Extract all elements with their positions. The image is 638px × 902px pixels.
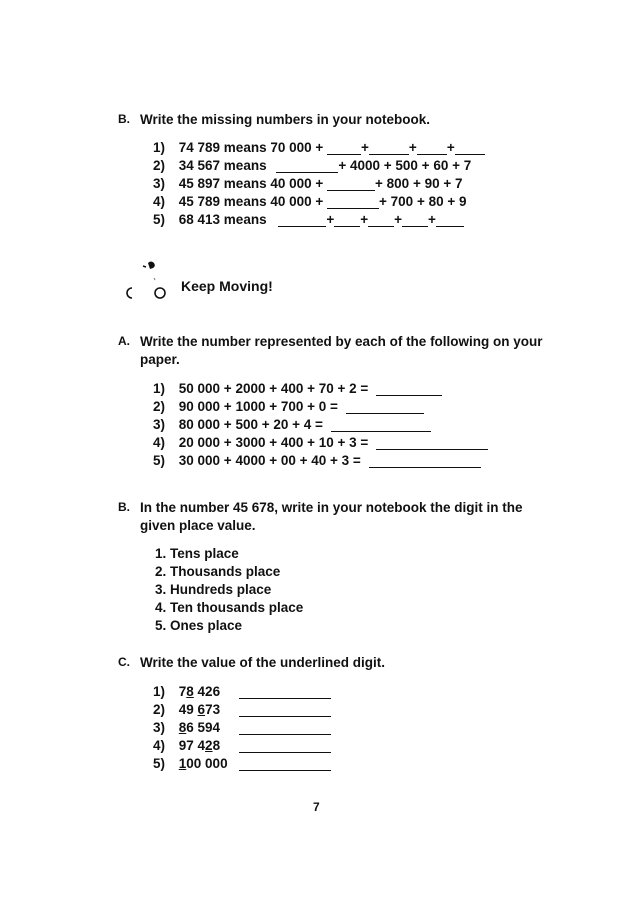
list-item: 1) 78 426: [153, 684, 331, 699]
answer-blank[interactable]: [327, 142, 361, 155]
keep-moving-title: Keep Moving!: [181, 278, 273, 294]
list-item: 4) 97 428: [153, 738, 331, 753]
answer-blank[interactable]: [369, 455, 481, 468]
list-item: 3) 86 594: [153, 720, 331, 735]
list-item: 3. Hundreds place: [155, 582, 272, 597]
list-item: 5. Ones place: [155, 618, 243, 633]
list-item: 4. Ten thousands place: [155, 600, 304, 615]
list-item: 2) 90 000 + 1000 + 700 + 0 =: [153, 399, 424, 414]
answer-blank[interactable]: [455, 142, 485, 155]
list-item: 1. Tens place: [155, 546, 239, 561]
answer-blank[interactable]: [331, 419, 431, 432]
answer-blank[interactable]: [436, 214, 464, 227]
answer-blank[interactable]: [327, 178, 375, 191]
section-title-cont: given place value.: [140, 518, 256, 533]
answer-blank[interactable]: [402, 214, 428, 227]
list-item: 4) 20 000 + 3000 + 400 + 10 + 3 =: [153, 435, 488, 450]
list-item: 4) 45 789 means 40 000 + + 700 + 80 + 9: [153, 194, 467, 209]
list-item: 3) 45 897 means 40 000 + + 800 + 90 + 7: [153, 176, 463, 191]
answer-blank[interactable]: [346, 401, 424, 414]
list-item: 2. Thousands place: [155, 564, 281, 579]
answer-blank[interactable]: [278, 214, 326, 227]
underlined-digit: 2: [205, 738, 213, 753]
answer-blank[interactable]: [369, 142, 409, 155]
underlined-digit: 8: [186, 684, 194, 699]
list-item: 1) 74 789 means 70 000 + + + +: [153, 140, 485, 155]
answer-blank[interactable]: [239, 722, 331, 735]
list-item: 5) 100 000: [153, 756, 331, 771]
section-letter: B.: [118, 112, 130, 126]
answer-blank[interactable]: [417, 142, 447, 155]
answer-blank[interactable]: [368, 214, 394, 227]
answer-blank[interactable]: [376, 383, 442, 396]
underlined-digit: 8: [178, 720, 187, 735]
section-b1-heading: [118, 112, 430, 127]
list-item: 2) 34 567 means + 4000 + 500 + 60 + 7: [153, 158, 472, 173]
list-item: 5) 68 413 means + + + +: [153, 212, 464, 227]
answer-blank[interactable]: [239, 704, 331, 717]
list-item: 3) 80 000 + 500 + 20 + 4 =: [153, 417, 431, 432]
runner-icon: [120, 258, 174, 308]
answer-blank[interactable]: [334, 214, 360, 227]
underlined-digit: 1: [178, 756, 187, 771]
answer-blank[interactable]: [276, 160, 338, 173]
section-a-heading: A. Write the number represented by each of the following on your: [118, 334, 543, 349]
section-c-heading: C. Write the value of the underlined digit.: [118, 655, 386, 670]
section-title: Write the missing numbers in your notebook.: [140, 112, 431, 127]
underlined-digit: 6: [197, 702, 206, 717]
answer-blank[interactable]: [239, 758, 331, 771]
answer-blank[interactable]: [327, 196, 379, 209]
list-item: 1) 50 000 + 2000 + 400 + 70 + 2 =: [153, 381, 442, 396]
section-b2-heading: B. In the number 45 678, write in your notebook the digit in the: [118, 500, 523, 515]
answer-blank[interactable]: [239, 740, 331, 753]
list-item: 5) 30 000 + 4000 + 00 + 40 + 3 =: [153, 453, 481, 468]
answer-blank[interactable]: [376, 437, 488, 450]
answer-blank[interactable]: [239, 686, 331, 699]
section-title-cont: paper.: [140, 352, 180, 367]
list-item: 2) 49 673: [153, 702, 331, 717]
page-number: 7: [313, 800, 320, 814]
